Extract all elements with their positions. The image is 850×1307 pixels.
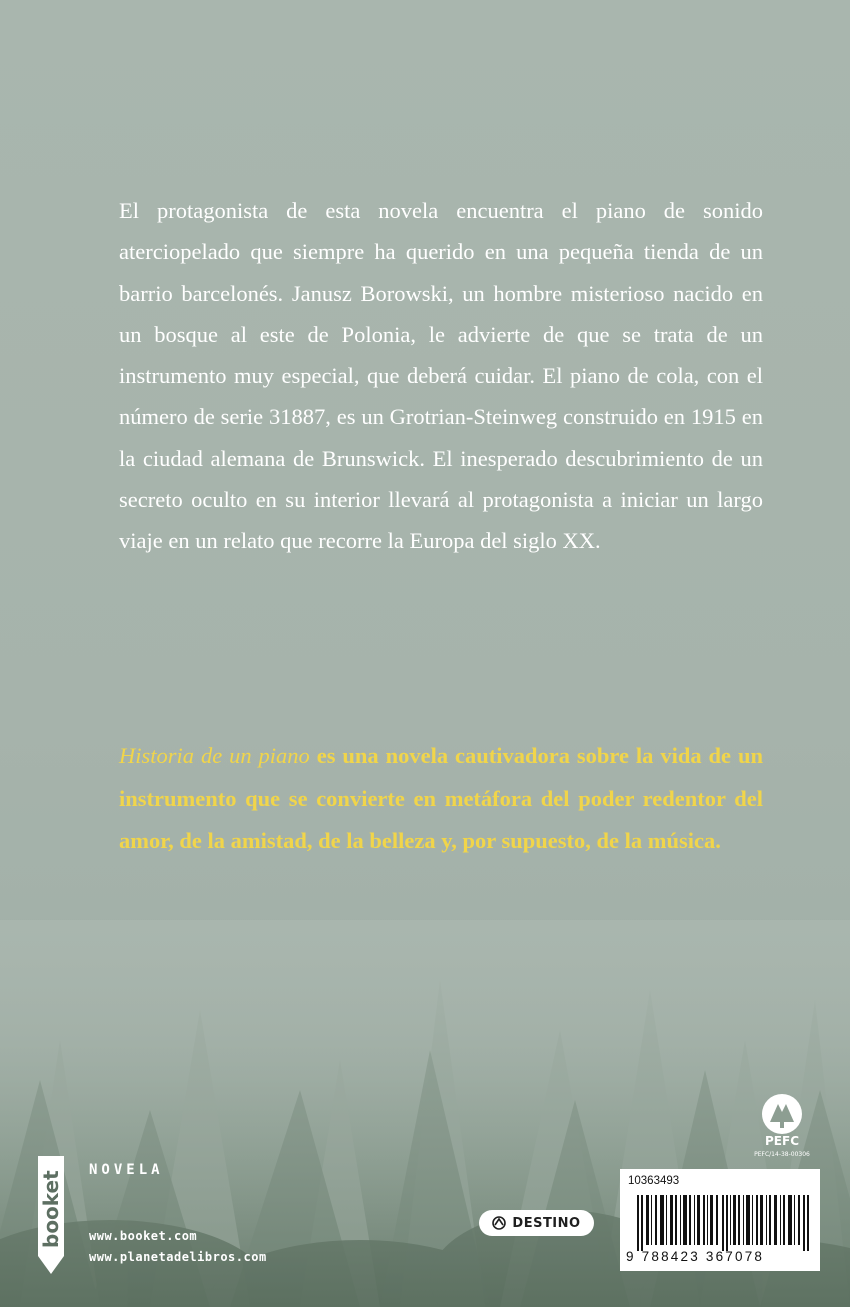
barcode-bars xyxy=(637,1195,813,1251)
booket-url[interactable]: www.booket.com xyxy=(89,1229,198,1243)
booket-logo xyxy=(32,1156,70,1274)
genre-label: NOVELA xyxy=(89,1162,164,1178)
pefc-label: PEFC xyxy=(765,1134,799,1148)
barcode-id: 10363493 xyxy=(628,1175,680,1187)
svg-text:booket: booket xyxy=(39,1170,63,1248)
barcode xyxy=(620,1169,820,1271)
pefc-code: PEFC/14-38-00306 xyxy=(754,1151,810,1158)
destino-mark-icon xyxy=(492,1216,506,1230)
barcode-digits: 9 788423 367078 xyxy=(626,1249,765,1264)
destino-label: DESTINO xyxy=(512,1215,581,1231)
synopsis-text: El protagonista de esta novela encuentra el piano de sonido aterciopelado que siempre ha querido en una pequeña tienda de un barrio barcelonés. Janusz Borowski, un hombre misterioso nacido en un bosque al este de Polonia, le advierte de que se trata de un instrumento muy especial, que deberá cuidar. El piano de cola, con el número de serie 31887, es un Grotrian-Steinweg construido en 1915 en la ciudad alemana de Brunswick. El inesperado descubrimiento de un secreto oculto en su interior llevará al protagonista a iniciar un largo viaje en un relato que recorre la Europa del siglo XX. xyxy=(119,198,763,554)
book-title: Historia de un piano xyxy=(119,743,310,768)
pefc-tree-icon xyxy=(752,1090,812,1160)
destino-logo xyxy=(479,1210,594,1236)
pitch-body: es una novela cautivadora sobre la vida de un instrumento que se convierte en metáfora del poder redentor del amor, de la amistad, de la belleza y, por supuesto, de la música. xyxy=(119,743,763,853)
pitch-text xyxy=(119,735,763,863)
planeta-url[interactable]: www.planetadelibros.com xyxy=(89,1250,267,1264)
